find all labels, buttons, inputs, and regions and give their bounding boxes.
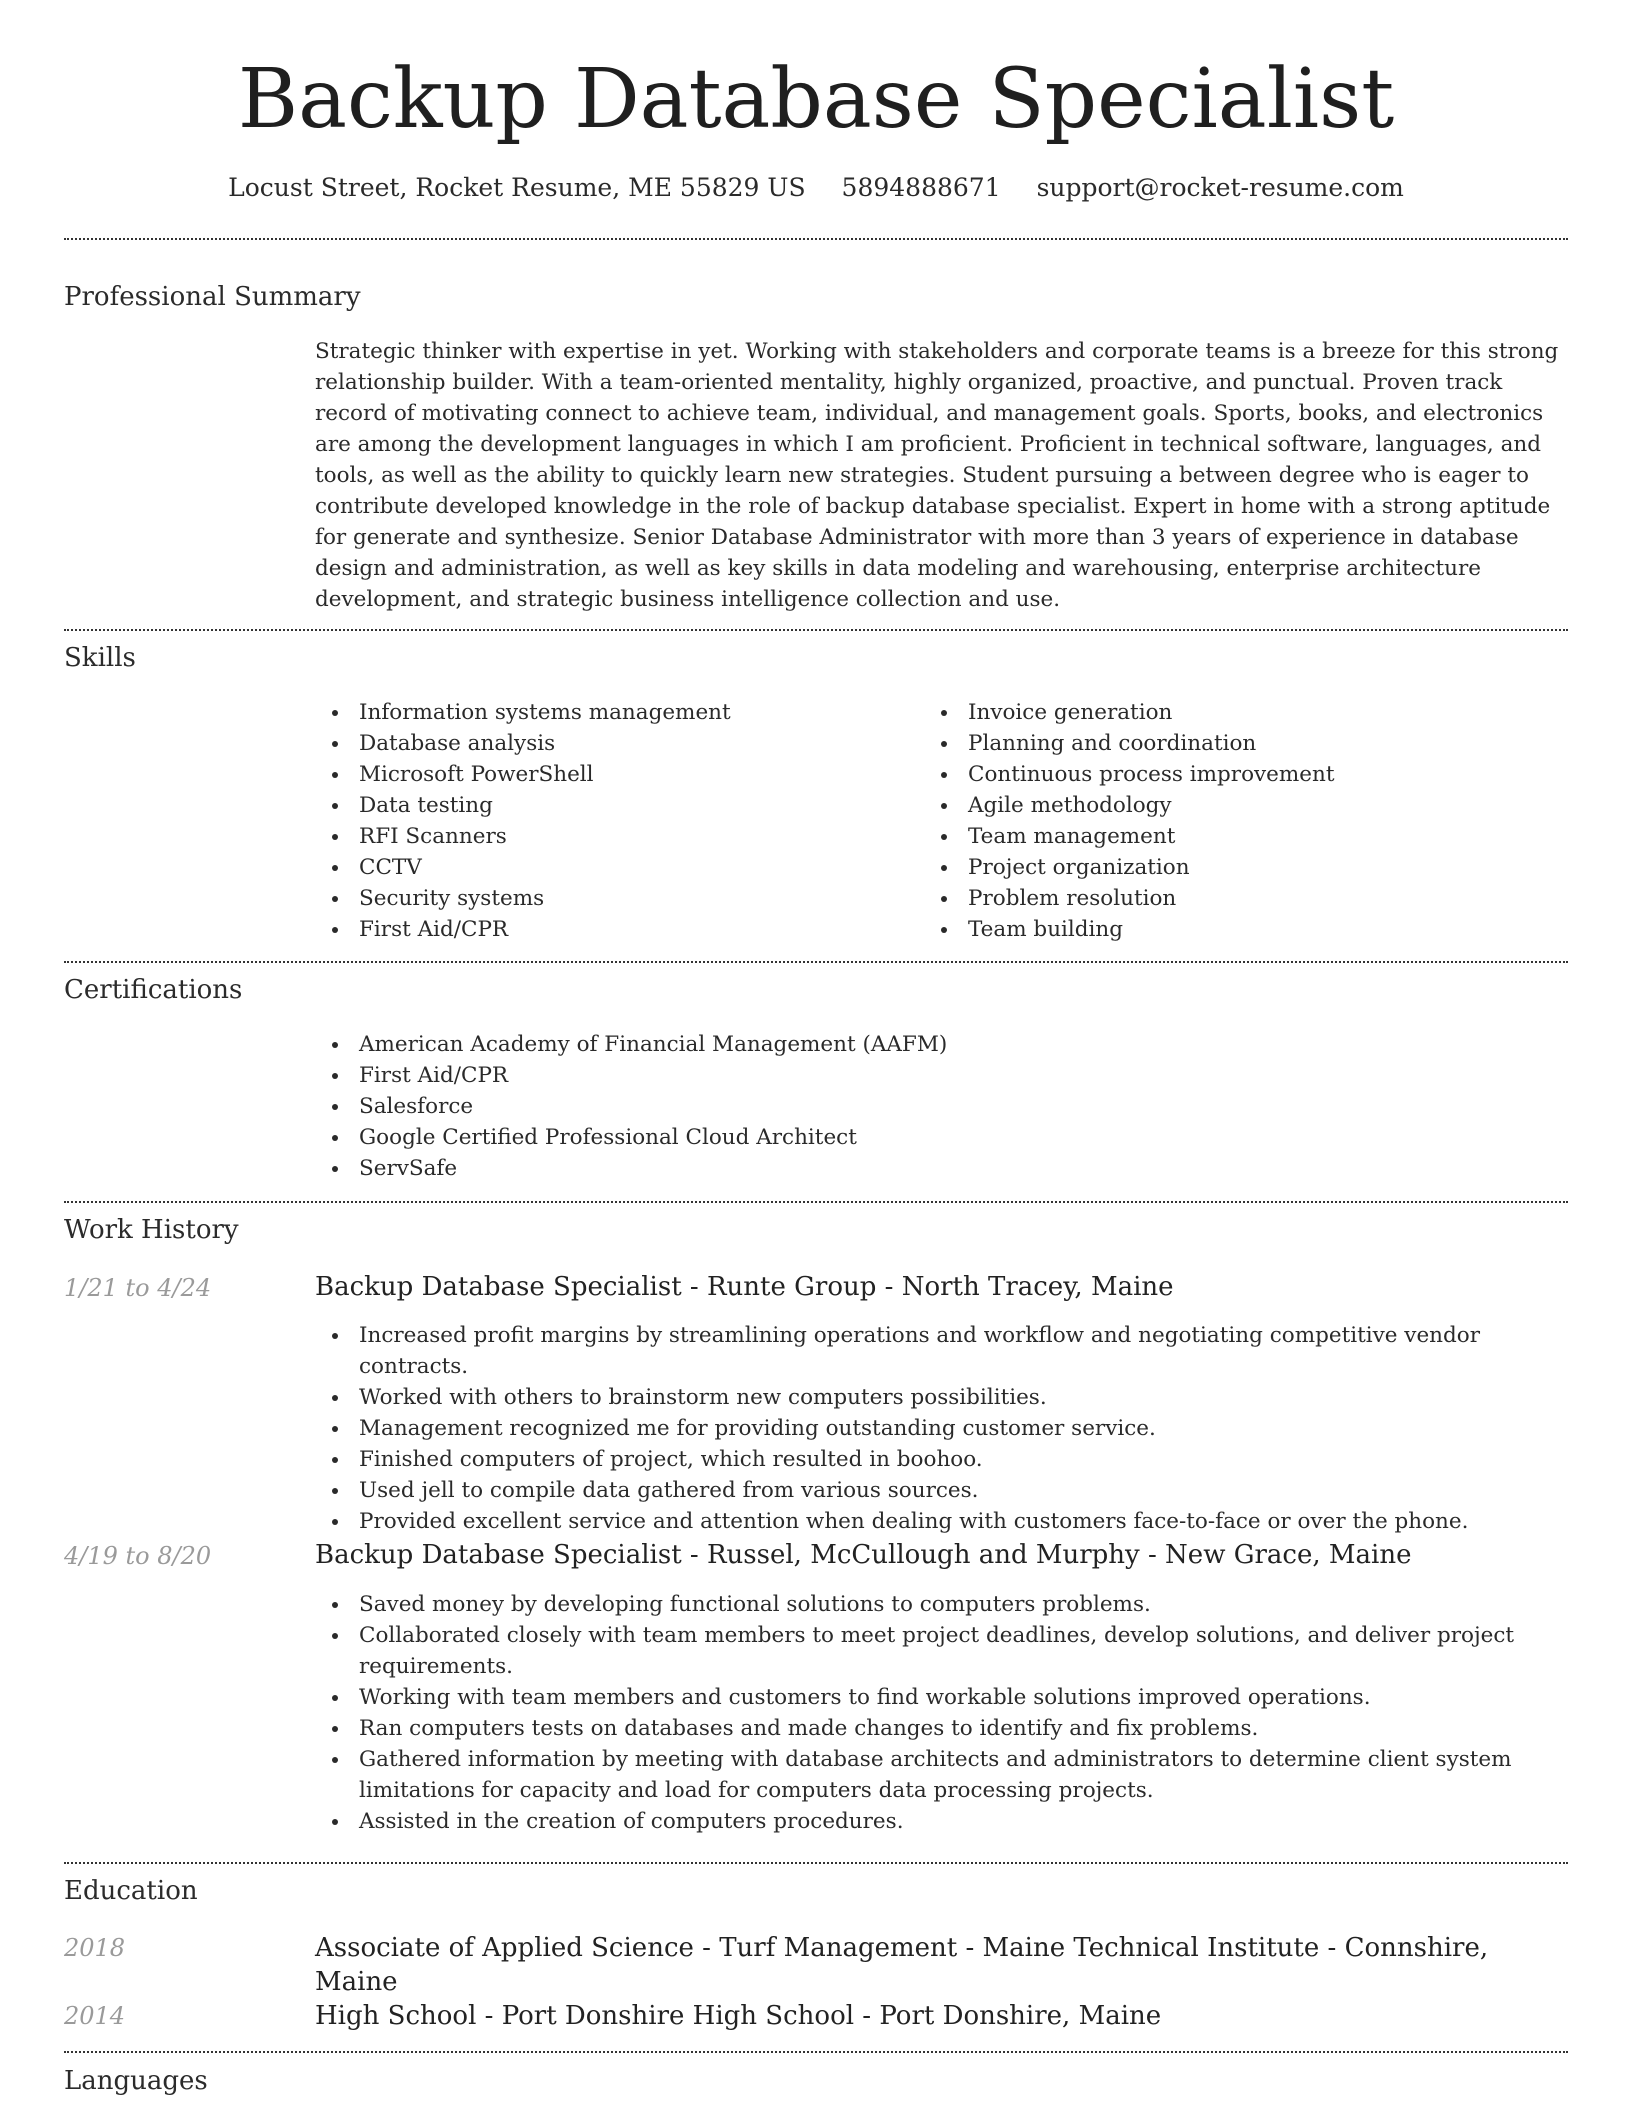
- job-bullets: [315, 1589, 1570, 1837]
- skill-item: RFI Scanners: [315, 821, 915, 852]
- contact-info: [0, 170, 1632, 206]
- job-dates: 1/21 to 4/24: [64, 1274, 212, 1302]
- certifications-list: [315, 1029, 1565, 1184]
- section-divider: [64, 961, 1568, 963]
- candidate-name: Backup Database Specialist: [237, 52, 1395, 147]
- skill-item: Continuous process improvement: [924, 759, 1564, 790]
- job-bullet: Finished computers of project, which resulted in boohoo.: [315, 1444, 1570, 1475]
- summary-heading: Professional Summary: [64, 282, 361, 312]
- job-dates: 4/19 to 8/20: [64, 1542, 212, 1570]
- certifications-heading: Certifications: [64, 975, 243, 1005]
- section-divider: [64, 238, 1568, 240]
- skill-item: Security systems: [315, 883, 915, 914]
- certification-item: Salesforce: [315, 1091, 1565, 1122]
- certification-item: First Aid/CPR: [315, 1060, 1565, 1091]
- job-bullet: Management recognized me for providing outstanding customer service.: [315, 1413, 1570, 1444]
- skill-item: Agile methodology: [924, 790, 1564, 821]
- education-year: 2018: [64, 1934, 126, 1962]
- job-bullet: Working with team members and customers to find workable solutions improved operations.: [315, 1682, 1570, 1713]
- job-bullet: Provided excellent service and attention when dealing with customers face-to-face or over the phone.: [315, 1506, 1570, 1537]
- skill-item: Invoice generation: [924, 697, 1564, 728]
- job-bullet: Increased profit margins by streamlining operations and workflow and negotiating competitive vendor contracts.: [315, 1320, 1570, 1382]
- job-bullet: Gathered information by meeting with database architects and administrators to determine client system limitations for capacity and load for computers data processing projects.: [315, 1744, 1570, 1806]
- skill-item: Problem resolution: [924, 883, 1564, 914]
- certification-item: Google Certified Professional Cloud Architect: [315, 1122, 1565, 1153]
- education-heading: Education: [64, 1876, 198, 1906]
- section-divider: [64, 2051, 1568, 2053]
- skill-item: Microsoft PowerShell: [315, 759, 915, 790]
- education-year: 2014: [64, 2002, 126, 2030]
- skill-item: Project organization: [924, 852, 1564, 883]
- contact-phone: 5894888671: [841, 173, 1001, 202]
- skills-left-column: [315, 697, 915, 945]
- job-bullet: Assisted in the creation of computers procedures.: [315, 1806, 1570, 1837]
- education-entry: High School - Port Donshire High School - Port Donshire, Maine: [315, 2001, 1162, 2031]
- section-divider: [64, 629, 1568, 631]
- summary-text: Strategic thinker with expertise in yet. Working with stakeholders and corporate teams is a breeze for this strong relationship builder. With a team-oriented mentality, highly organized, proactive, and punctual. Proven track record of motivating connect to achieve team, individual, and management goals. Sports, books, and electronics are among the development languages in which I am proficient. Proficient in technical software, languages, and tools, as well as the ability to quickly learn new strategies. Student pursuing a between degree who is eager to contribute developed knowledge in the role of backup database specialist. Expert in home with a strong aptitude for generate and synthesize. Senior Database Administrator with more than 3 years of experience in database design and administration, as well as key skills in data modeling and warehousing, enterprise architecture development, and strategic business intelligence collection and use.: [315, 339, 1559, 612]
- job-bullet: Worked with others to brainstorm new computers possibilities.: [315, 1382, 1570, 1413]
- certification-item: ServSafe: [315, 1153, 1565, 1184]
- education-entry: Associate of Applied Science - Turf Management - Maine Technical Institute - Connshire, Maine: [315, 1933, 1489, 1997]
- work-history-heading: Work History: [64, 1215, 239, 1245]
- section-divider: [64, 1862, 1568, 1864]
- skill-item: Planning and coordination: [924, 728, 1564, 759]
- job-bullets: [315, 1320, 1570, 1537]
- skills-right-column: [924, 697, 1564, 945]
- job-bullet: Collaborated closely with team members to meet project deadlines, develop solutions, and deliver project requirements.: [315, 1620, 1570, 1682]
- contact-address: Locust Street, Rocket Resume, ME 55829 US: [228, 173, 806, 202]
- certification-item: American Academy of Financial Management (AAFM): [315, 1029, 1565, 1060]
- skill-item: Database analysis: [315, 728, 915, 759]
- skill-item: First Aid/CPR: [315, 914, 915, 945]
- job-bullet: Ran computers tests on databases and made changes to identify and fix problems.: [315, 1713, 1570, 1744]
- job-title: Backup Database Specialist - Runte Group - North Tracey, Maine: [315, 1272, 1174, 1302]
- contact-email: support@rocket-resume.com: [1036, 173, 1404, 202]
- skill-item: Information systems management: [315, 697, 915, 728]
- skill-item: CCTV: [315, 852, 915, 883]
- languages-heading: Languages: [64, 2066, 208, 2096]
- job-bullet: Saved money by developing functional solutions to computers problems.: [315, 1589, 1570, 1620]
- skills-heading: Skills: [64, 643, 136, 673]
- skill-item: Data testing: [315, 790, 915, 821]
- skill-item: Team management: [924, 821, 1564, 852]
- section-divider: [64, 1201, 1568, 1203]
- job-bullet: Used jell to compile data gathered from various sources.: [315, 1475, 1570, 1506]
- job-title: Backup Database Specialist - Russel, McCullough and Murphy - New Grace, Maine: [315, 1540, 1412, 1570]
- skill-item: Team building: [924, 914, 1564, 945]
